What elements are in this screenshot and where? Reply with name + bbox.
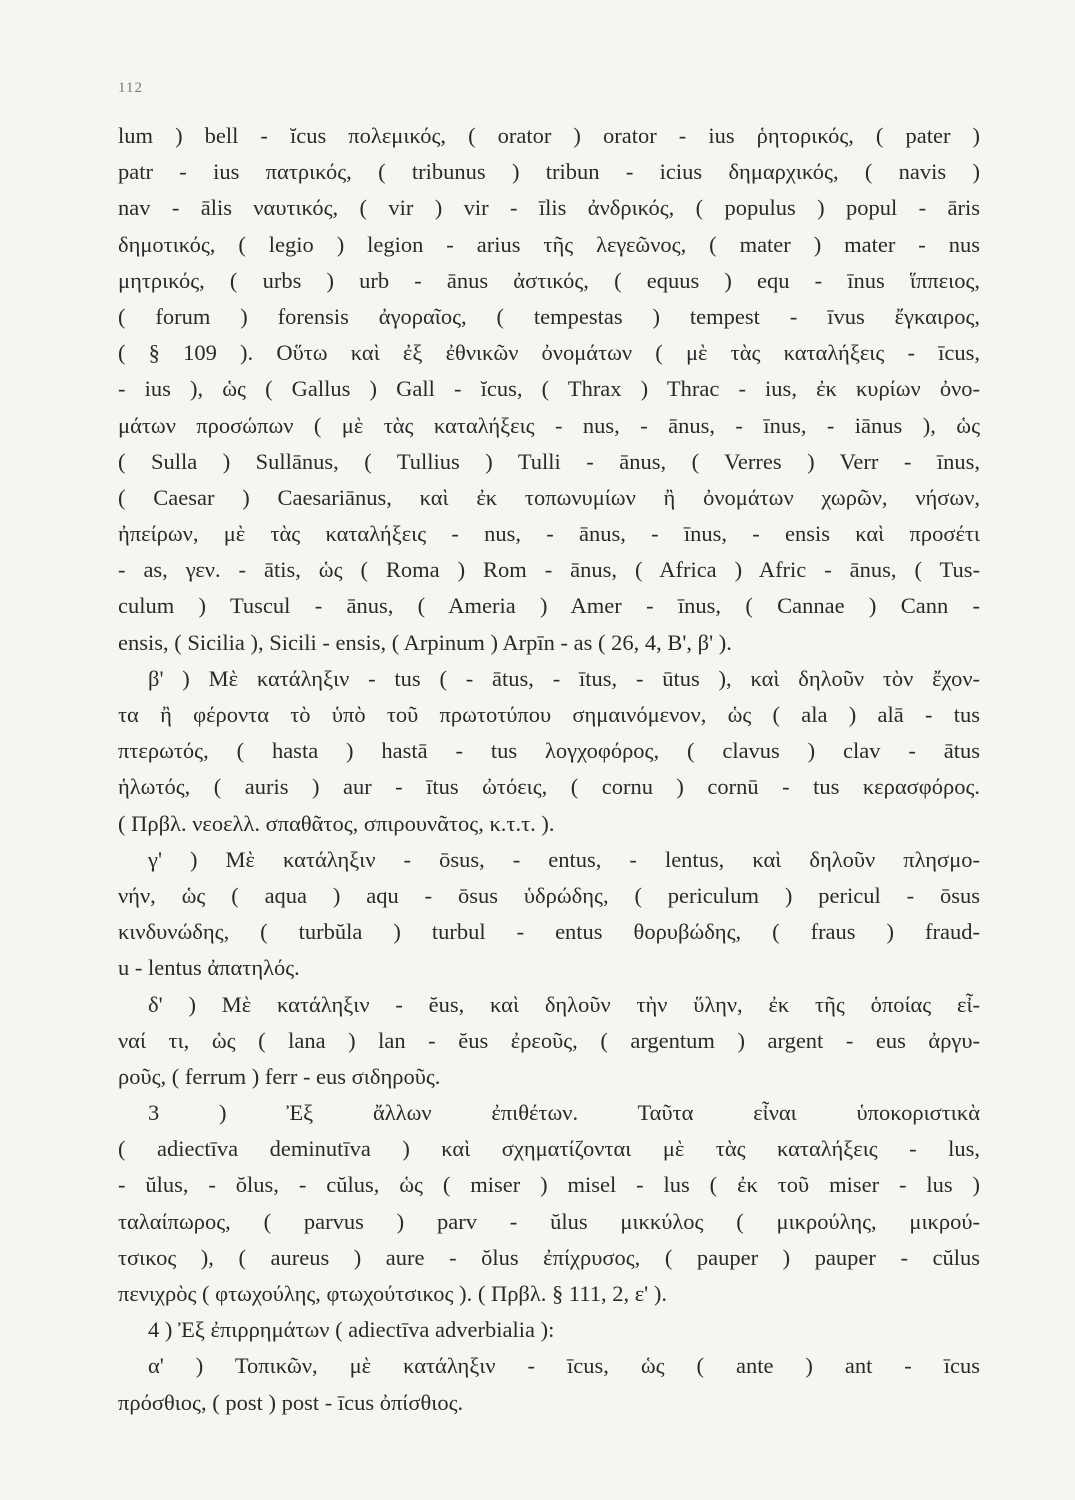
text-line: ( Caesar ) Caesariānus, καὶ ἐκ τοπωνυμίων ἢ ὀνομάτων χωρῶν, νήσων, [118, 484, 980, 510]
text-line: μάτων προσώπων ( μὲ τὰς καταλήξεις - nus, - ānus, - īnus, - iānus ), ὡς [118, 412, 980, 438]
text-line: u - lentus ἀπατηλός. [118, 955, 300, 981]
text-line: δ' ) Μὲ κατάληξιν - ĕus, καὶ δηλοῦν τὴν ὕλην, ἐκ τῆς ὁποίας εἶ- [148, 991, 980, 1017]
text-line: β' ) Μὲ κατάληξιν - tus ( - ātus, - ītus, - ūtus ), καὶ δηλοῦν τὸν ἔχον- [148, 665, 980, 691]
text-line: ( § 109 ). Οὕτω καὶ ἐξ ἐθνικῶν ὀνομάτων ( μὲ τὰς καταλήξεις - īcus, [118, 340, 980, 366]
text-line: κινδυνώδης, ( turbŭla ) turbul - entus θορυβώδης, ( fraus ) fraud- [118, 919, 980, 945]
text-line: ( adiectīva deminutīva ) καὶ σχηματίζονται μὲ τὰς καταλήξεις - lus, [118, 1136, 980, 1162]
text-line: ταλαίπωρος, ( parvus ) parv - ŭlus μικκύλος ( μικρούλης, μικρού- [118, 1208, 980, 1234]
text-line: - as, γεν. - ātis, ὡς ( Roma ) Rom - ānus, ( Africa ) Afric - ānus, ( Tus- [118, 557, 980, 583]
page-number: 112 [118, 80, 143, 96]
text-line: γ' ) Μὲ κατάληξιν - ōsus, - entus, - lentus, καὶ δηλοῦν πλησμο- [148, 846, 980, 872]
text-line: τα ἢ φέροντα τὸ ὑπὸ τοῦ πρωτοτύπου σημαινόμενον, ὡς ( ala ) alā - tus [118, 702, 980, 727]
text-line: τσικος ), ( aureus ) aure - ŏlus ἐπίχρυσος, ( pauper ) pauper - cŭlus [118, 1244, 980, 1270]
text-line: ροῦς, ( ferrum ) ferr - eus σιδηροῦς. [118, 1063, 441, 1089]
text-line: ναί τι, ὡς ( lana ) lan - ĕus ἐρεοῦς, ( argentum ) argent - eus ἀργυ- [118, 1027, 980, 1053]
text-line: α' ) Τοπικῶν, μὲ κατάληξιν - īcus, ὡς ( ante ) ant - īcus [148, 1353, 980, 1379]
text-line: νήν, ὡς ( aqua ) aqu - ōsus ὑδρώδης, ( periculum ) pericul - ōsus [118, 882, 980, 908]
text-line: ( Sulla ) Sullānus, ( Tullius ) Tulli - ānus, ( Verres ) Verr - īnus, [118, 448, 980, 474]
text-line: δημοτικός, ( legio ) legion - arius τῆς λεγεῶνος, ( mater ) mater - nus [118, 231, 980, 257]
text-line: ἠπείρων, μὲ τὰς καταλήξεις - nus, - ānus, - īnus, - ensis καὶ προσέτι [118, 521, 980, 547]
text-line: ensis, ( Sicilia ), Sicili - ensis, ( Arpinum ) Arpīn - as ( 26, 4, Β', β' ). [118, 629, 732, 655]
body-text [118, 118, 980, 1421]
text-line: πενιχρὸς ( φτωχούλης, φτωχούτσικος ). ( Πρβλ. § 111, 2, ε' ). [118, 1281, 667, 1306]
text-line: 3 ) Ἐξ ἄλλων ἐπιθέτων. Ταῦτα εἶναι ὑποκοριστικὰ [148, 1100, 980, 1126]
text-line: ( Πρβλ. νεοελλ. σπαθᾶτος, σπιρουνᾶτος, κ.τ.τ. ). [118, 810, 555, 836]
text-line: 4 ) Ἐξ ἐπιρρημάτων ( adiectīva adverbialia ): [148, 1317, 555, 1343]
text-line: μητρικός, ( urbs ) urb - ānus ἀστικός, ( equus ) equ - īnus ἵππειος, [118, 267, 980, 293]
text-line: - ius ), ὡς ( Gallus ) Gall - ĭcus, ( Thrax ) Thrac - ius, ἐκ κυρίων ὀνο- [118, 376, 980, 402]
text-line: nav - ālis ναυτικός, ( vir ) vir - īlis ἀνδρικός, ( populus ) popul - āris [118, 195, 980, 221]
text-line: patr - ius πατρικός, ( tribunus ) tribun - icius δημαρχικός, ( navis ) [118, 159, 980, 185]
text-line: πτερωτός, ( hasta ) hastā - tus λογχοφόρος, ( clavus ) clav - ātus [118, 738, 980, 764]
text-line: πρόσθιος, ( post ) post - īcus ὀπίσθιος. [118, 1389, 464, 1415]
text-line: culum ) Tuscul - ānus, ( Ameria ) Amer - īnus, ( Cannae ) Cann - [118, 593, 980, 619]
text-line: - ŭlus, - ŏlus, - cŭlus, ὡς ( miser ) misel - lus ( ἐκ τοῦ miser - lus ) [118, 1172, 980, 1198]
text-line: ( forum ) forensis ἀγοραῖος, ( tempestas ) tempest - īvus ἔγκαιρος, [118, 303, 980, 329]
text-line: ἡλωτός, ( auris ) aur - ītus ὠτόεις, ( cornu ) cornū - tus κερασφόρος. [118, 774, 980, 800]
text-line: lum ) bell - ĭcus πολεμικός, ( orator ) orator - ius ῥητορικός, ( pater ) [118, 123, 980, 148]
